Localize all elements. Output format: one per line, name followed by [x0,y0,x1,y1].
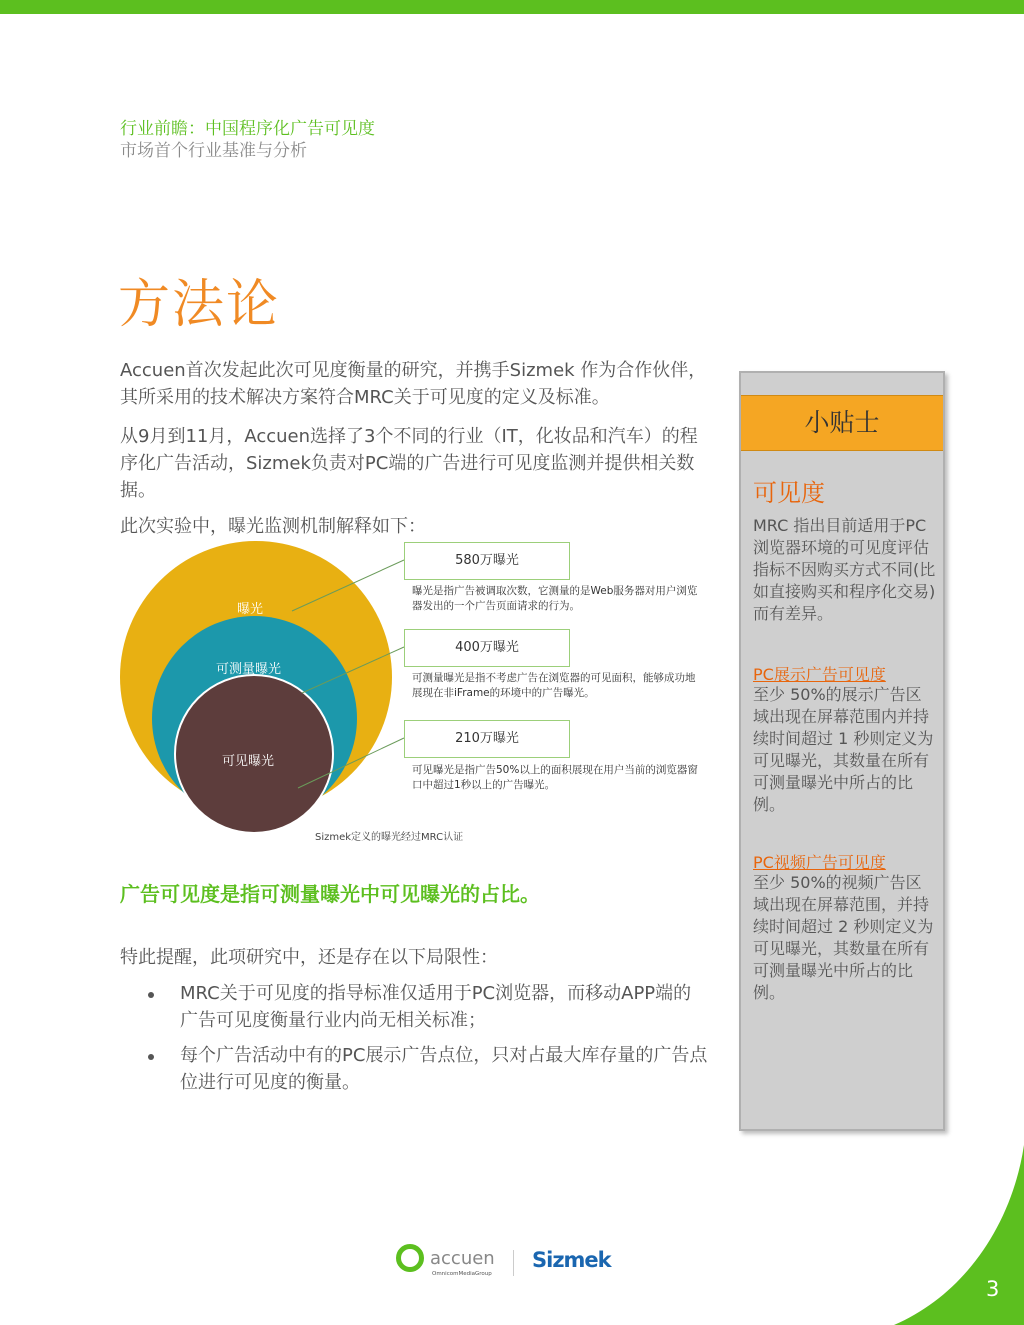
measurable-count-box: 400万曝光 [404,629,570,667]
mechanism-paragraph: 此次实验中，曝光监测机制解释如下： [120,516,426,537]
impressions-description: 曝光是指广告被调取次数，它测量的是Web服务器对用户浏览器发出的一个广告页面请求的行为。 [412,585,698,612]
bullet-icon [148,992,154,998]
tips-sidebar [739,371,945,1131]
diagram-caption: Sizmek定义的曝光经过MRC认证 [315,832,464,843]
sidebar-text: MRC 指出目前适用于PC浏览器环境的可见度评估指标不因购买方式不同(比如直接购买和程序化交易)而有差异。 [753,516,936,623]
sidebar-heading: 小贴士 [741,395,943,451]
top-bar [0,0,1024,14]
viewable-count-box: 210万曝光 [404,720,570,758]
sidebar-text-video: 至少 50%的视频广告区域出现在屏幕范围，并持续时间超过 2 秒则定义为可见曝光，其数量在所有可测量曝光中所占的比例。 [753,873,934,1002]
sidebar-title: 可见度 [753,479,825,507]
list-item: 每个广告活动中有的PC展示广告点位，只对占最大库存量的广告点位进行可见度的衡量。 [148,1042,708,1096]
impressions-count-box: 580万曝光 [404,542,570,580]
intro-paragraph: Accuen首次发起此次可见度衡量的研究，并携手Sizmek 作为合作伙伴，其所采用的技术解决方案符合MRC关于可见度的定义及标准。 [120,360,707,408]
page-title: 方法论 [118,275,281,335]
accuen-logo-text: accuen [430,1248,495,1269]
sidebar-text-display: 至少 50%的展示广告区域出现在屏幕范围内并持续时间超过 1 秒则定义为可见曝光，其数量在所有可测量曝光中所占的比例。 [753,685,934,814]
impressions-label: 曝光 [237,602,264,617]
measurable-description: 可测量曝光是指不考虑广告在浏览器的可见面积，能够成功地展现在非iFrame的环境中的广告曝光。 [412,672,696,699]
limitations-intro: 特此提醒，此项研究中，还是存在以下局限性： [120,947,498,968]
logo-divider [513,1250,514,1276]
viewable-description: 可见曝光是指广告50%以上的面积展现在用户当前的浏览器窗口中超过1秒以上的广告曝光。 [412,764,698,791]
list-item: MRC关于可见度的指导标准仅适用于PC浏览器，而移动APP端的广告可见度衡量行业内尚无相关标准； [148,980,708,1034]
measurable-label: 可测量曝光 [216,662,282,677]
header-subtitle: 市场首个行业基准与分析 [120,141,307,161]
key-statement: 广告可见度是指可测量曝光中可见曝光的占比。 [120,882,540,906]
page-corner-swoosh [894,1145,1024,1325]
bullet-icon [148,1054,154,1060]
sidebar-subheading-display: PC展示广告可见度 [753,665,886,684]
limitations-list [148,980,708,1104]
header-title: 行业前瞻：中国程序化广告可见度 [120,119,375,139]
sidebar-subheading-video: PC视频广告可见度 [753,853,886,872]
sizmek-logo: Sizmek [532,1248,611,1272]
viewable-label: 可见曝光 [222,754,275,769]
scope-paragraph: 从9月到11月，Accuen选择了3个不同的行业（IT，化妆品和汽车）的程序化广告活动，Sizmek负责对PC端的广告进行可见度监测并提供相关数据。 [120,426,698,501]
impression-diagram [118,538,698,843]
omnicom-logo-text: OmnicomMediaGroup [432,1271,492,1277]
page-number: 3 [986,1277,1000,1301]
footer-logos [396,1244,611,1284]
accuen-logo-icon [396,1244,424,1272]
